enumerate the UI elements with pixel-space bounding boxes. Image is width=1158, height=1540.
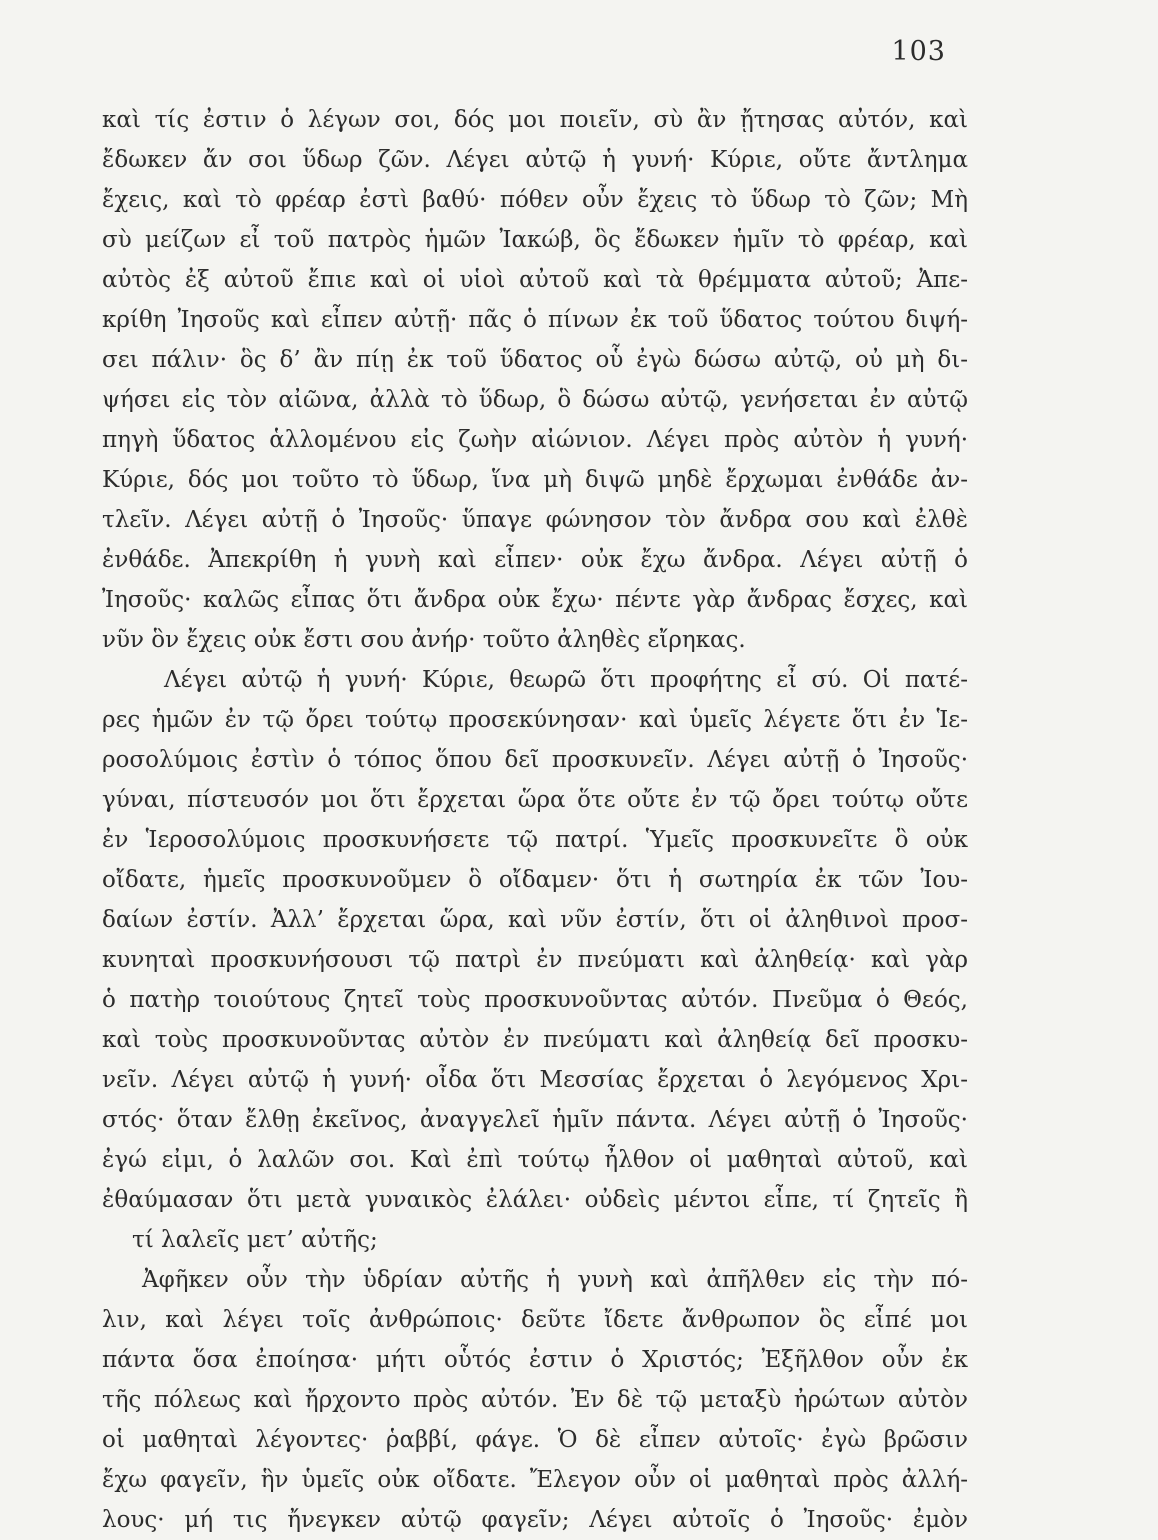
text-line: καὶ τοὺς προσκυνοῦντας αὐτὸν ἐν πνεύματι καὶ ἀληθείᾳ δεῖ προσκυ- — [102, 1027, 968, 1053]
text-line: ψήσει εἰς τὸν αἰῶνα, ἀλλὰ τὸ ὕδωρ, ὃ δώσω αὐτῷ, γενήσεται ἐν αὐτῷ — [102, 387, 968, 413]
text-line: στός· ὅταν ἔλθῃ ἐκεῖνος, ἀναγγελεῖ ἡμῖν πάντα. Λέγει αὐτῇ ὁ Ἰησοῦς· — [102, 1107, 968, 1133]
text-line: καὶ τίς ἐστιν ὁ λέγων σοι, δός μοι ποιεῖν, σὺ ἂν ᾔτησας αὐτόν, καὶ — [102, 107, 968, 133]
text-line: λους· μή τις ἤνεγκεν αὐτῷ φαγεῖν; Λέγει αὐτοῖς ὁ Ἰησοῦς· ἐμὸν — [102, 1507, 968, 1533]
paragraph-1 — [102, 100, 968, 660]
text-line: ἐγώ εἰμι, ὁ λαλῶν σοι. Καὶ ἐπὶ τούτῳ ἦλθον οἱ μαθηταὶ αὐτοῦ, καὶ — [102, 1147, 968, 1173]
text-line: λιν, καὶ λέγει τοῖς ἀνθρώποις· δεῦτε ἴδετε ἄνθρωπον ὃς εἶπέ μοι — [102, 1307, 968, 1333]
text-line: οἴδατε, ἡμεῖς προσκυνοῦμεν ὃ οἴδαμεν· ὅτι ἡ σωτηρία ἐκ τῶν Ἰου- — [102, 867, 968, 893]
text-line: ροσολύμοις ἐστὶν ὁ τόπος ὅπου δεῖ προσκυνεῖν. Λέγει αὐτῇ ὁ Ἰησοῦς· — [102, 747, 968, 773]
paragraph-2 — [102, 660, 968, 1260]
text-line: δαίων ἐστίν. Ἀλλ’ ἔρχεται ὥρα, καὶ νῦν ἐστίν, ὅτι οἱ ἀληθινοὶ προσ- — [102, 907, 968, 933]
text-line: πάντα ὅσα ἐποίησα· μήτι οὗτός ἐστιν ὁ Χριστός; Ἐξῆλθον οὖν ἐκ — [102, 1347, 968, 1373]
text-line: τῆς πόλεως καὶ ἤρχοντο πρὸς αὐτόν. Ἐν δὲ τῷ μεταξὺ ἠρώτων αὐτὸν — [102, 1387, 968, 1413]
text-line: σει πάλιν· ὃς δ’ ἂν πίῃ ἐκ τοῦ ὕδατος οὗ ἐγὼ δώσω αὐτῷ, οὐ μὴ δι- — [102, 347, 968, 373]
text-line: ἔχεις, καὶ τὸ φρέαρ ἐστὶ βαθύ· πόθεν οὖν ἔχεις τὸ ὕδωρ τὸ ζῶν; Μὴ — [102, 187, 968, 213]
text-line: ἔδωκεν ἄν σοι ὕδωρ ζῶν. Λέγει αὐτῷ ἡ γυνή· Κύριε, οὔτε ἄντλημα — [102, 147, 968, 173]
text-line: ὁ πατὴρ τοιούτους ζητεῖ τοὺς προσκυνοῦντας αὐτόν. Πνεῦμα ὁ Θεός, — [102, 987, 968, 1013]
text-line: νεῖν. Λέγει αὐτῷ ἡ γυνή· οἶδα ὅτι Μεσσίας ἔρχεται ὁ λεγόμενος Χρι- — [102, 1067, 968, 1093]
text-line: Ἀφῆκεν οὖν τὴν ὑδρίαν αὐτῆς ἡ γυνὴ καὶ ἀπῆλθεν εἰς τὴν πό- — [142, 1267, 968, 1293]
text-line: ἐθαύμασαν ὅτι μετὰ γυναικὸς ἐλάλει· οὐδεὶς μέντοι εἶπε, τί ζητεῖς ἢ — [102, 1187, 968, 1213]
body-text — [102, 100, 968, 1540]
text-line: γύναι, πίστευσόν μοι ὅτι ἔρχεται ὥρα ὅτε οὔτε ἐν τῷ ὄρει τούτῳ οὔτε — [102, 787, 968, 813]
text-line: Ἰησοῦς· καλῶς εἶπας ὅτι ἄνδρα οὐκ ἔχω· πέντε γὰρ ἄνδρας ἔσχες, καὶ — [102, 587, 968, 613]
text-line: ἔχω φαγεῖν, ἣν ὑμεῖς οὐκ οἴδατε. Ἔλεγον οὖν οἱ μαθηταὶ πρὸς ἀλλή- — [102, 1467, 968, 1493]
text-line: κυνηταὶ προσκυνήσουσι τῷ πατρὶ ἐν πνεύματι καὶ ἀληθείᾳ· καὶ γὰρ — [102, 947, 968, 973]
page-number: 103 — [891, 36, 946, 67]
text-line: ρες ἡμῶν ἐν τῷ ὄρει τούτῳ προσεκύνησαν· καὶ ὑμεῖς λέγετε ὅτι ἐν Ἱε- — [102, 707, 968, 733]
text-line: Λέγει αὐτῷ ἡ γυνή· Κύριε, θεωρῶ ὅτι προφήτης εἶ σύ. Οἱ πατέ- — [164, 667, 968, 693]
text-line: κρίθη Ἰησοῦς καὶ εἶπεν αὐτῇ· πᾶς ὁ πίνων ἐκ τοῦ ὕδατος τούτου διψή- — [102, 307, 968, 333]
text-line: αὐτὸς ἐξ αὐτοῦ ἔπιε καὶ οἱ υἱοὶ αὐτοῦ καὶ τὰ θρέμματα αὐτοῦ; Ἀπε- — [102, 267, 968, 293]
paragraph-3 — [102, 1260, 968, 1540]
text-line: οἱ μαθηταὶ λέγοντες· ῥαββί, φάγε. Ὁ δὲ εἶπεν αὐτοῖς· ἐγὼ βρῶσιν — [102, 1427, 968, 1453]
text-line: πηγὴ ὕδατος ἁλλομένου εἰς ζωὴν αἰώνιον. Λέγει πρὸς αὐτὸν ἡ γυνή· — [102, 427, 968, 453]
text-line: ἐν Ἱεροσολύμοις προσκυνήσετε τῷ πατρί. Ὑμεῖς προσκυνεῖτε ὃ οὐκ — [102, 827, 968, 853]
text-line: σὺ μείζων εἶ τοῦ πατρὸς ἡμῶν Ἰακώβ, ὃς ἔδωκεν ἡμῖν τὸ φρέαρ, καὶ — [102, 227, 968, 253]
text-line: ἐνθάδε. Ἀπεκρίθη ἡ γυνὴ καὶ εἶπεν· οὐκ ἔχω ἄνδρα. Λέγει αὐτῇ ὁ — [102, 547, 968, 573]
text-line: νῦν ὃν ἔχεις οὐκ ἔστι σου ἀνήρ· τοῦτο ἀληθὲς εἴρηκας. — [102, 627, 746, 653]
text-line: Κύριε, δός μοι τοῦτο τὸ ὕδωρ, ἵνα μὴ διψῶ μηδὲ ἔρχωμαι ἐνθάδε ἀν- — [102, 467, 968, 493]
text-line: τλεῖν. Λέγει αὐτῇ ὁ Ἰησοῦς· ὕπαγε φώνησον τὸν ἄνδρα σου καὶ ἐλθὲ — [102, 507, 968, 533]
text-line: τί λαλεῖς μετ’ αὐτῆς; — [132, 1227, 378, 1253]
